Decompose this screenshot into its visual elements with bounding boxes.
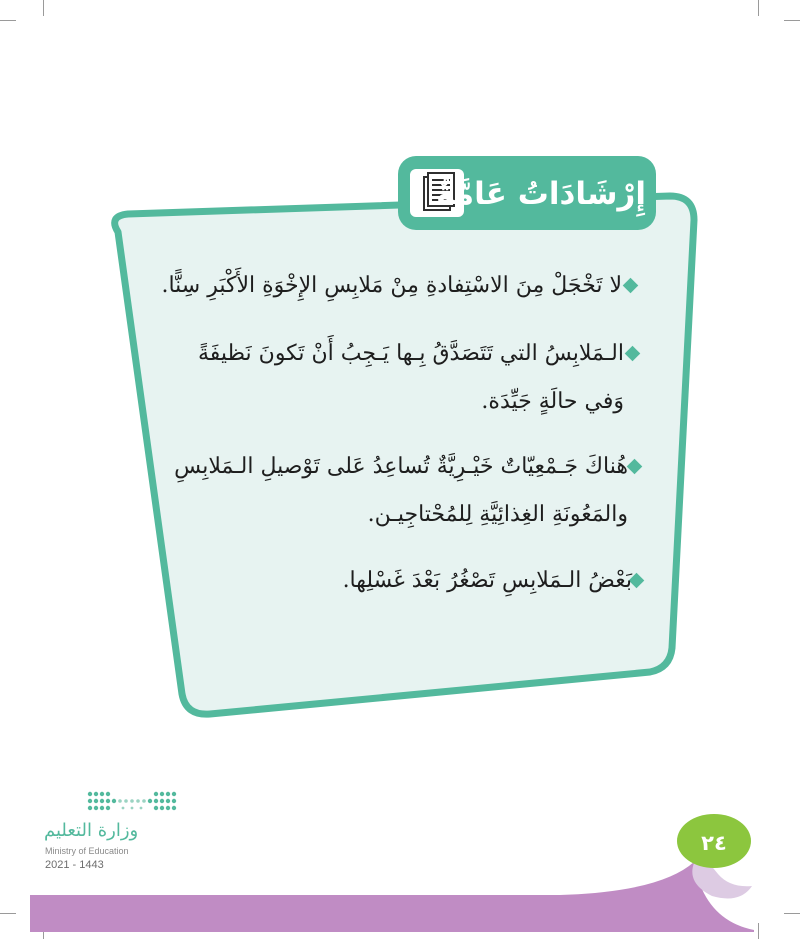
ministry-name-arabic: وزارة التعليم [44, 820, 139, 841]
tip-line: بَعْضُ الـمَلابِسِ تَصْغُرُ بَعْدَ غَسْلِها. [342, 568, 632, 593]
tip-item [343, 557, 632, 605]
page-number: ٢٤ [701, 831, 727, 855]
tip-line: الـمَلابِسُ التي تَتَصَدَّقُ بِـها يَـجِبُ أَنْ تَكونَ نَظيفَةً [197, 341, 624, 366]
tip-line: وَفي حالَةٍ جَيِّدَة. [481, 389, 624, 414]
tip-line: هُناكَ جَـمْعِيّاتٌ خَيْـرِيَّةٌ تُساعِدُ عَلى تَوْصيلِ الـمَلابِسِ [174, 454, 628, 479]
section-title: إِرْشَادَاتُ عَامَّةٌ [436, 176, 646, 212]
tip-item [198, 330, 624, 426]
edition-year: 2021 - 1443 [45, 859, 104, 871]
ministry-name-english: Ministry of Education [45, 846, 129, 856]
tip-line: لا تَخْجَلْ مِنَ الاسْتِفادةِ مِنْ مَلابِسِ الإِخْوَةِ الأَكْبَرِ سِنًّا. [161, 273, 622, 298]
tip-item [161, 262, 622, 310]
footer-band [0, 800, 800, 939]
tip-item [174, 443, 628, 539]
tip-line: والمَعُونَةِ الغِذائِيَّةِ لِلمُحْتاجِيـن. [367, 502, 628, 527]
